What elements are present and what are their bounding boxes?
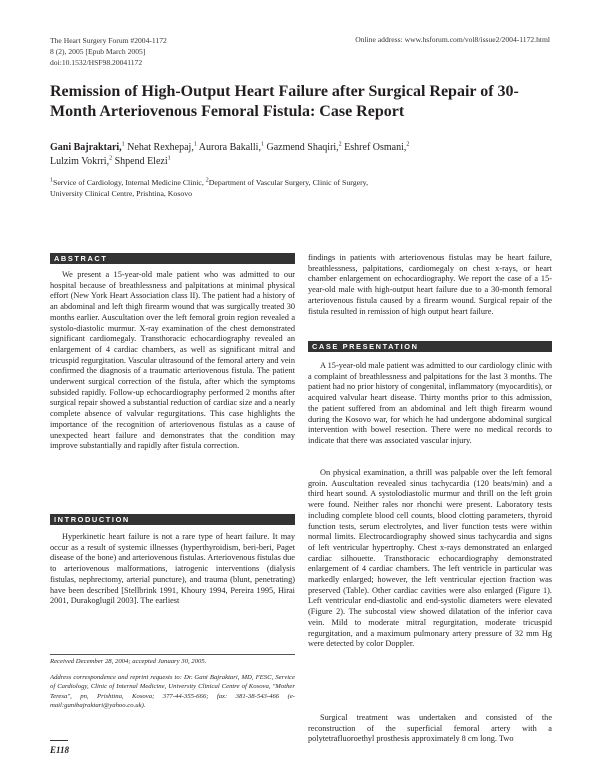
author-name: Gani Bajraktari, xyxy=(50,142,122,153)
author-name: Shpend Elezi xyxy=(112,156,168,167)
author-name: Aurora Bakalli, xyxy=(196,142,261,153)
author-name: Lulzim Vokrri, xyxy=(50,156,110,167)
author-line-1 xyxy=(50,141,550,155)
journal-citation xyxy=(50,35,167,68)
journal-line-1: The Heart Surgery Forum #2004-1172 xyxy=(50,36,167,45)
case-presentation-heading: CASE PRESENTATION xyxy=(308,341,552,352)
author-list xyxy=(50,141,550,169)
case-paragraph-2: On physical examination, a thrill was palpable over the left femoral groin. Auscultation revealed sinus tachycardia (120 beats/min) and a third heart sound. A systolodiastolic murmur and thrill on the left groin were found. Neither rales nor rhonchi were present. Laboratory tests including complete blood cell counts, blood clotting parameters, thyroid function tests, serum electrolytes, and liver function tests were within normal limits. Electrocardiography showed sinus tachycardia and signs of left ventricular hypertrophy. Chest x-rays demonstrated an enlarged cardiac silhouette. Transthoracic echocardiography demonstrated enlargement of 4 cardiac chambers. The left ventricle in particular was markedly enlarged; however, the left ventricular ejection fraction was preserved (Table). Other cardiac cavities were also enlarged (Figure 1). Left ventricular end-diastolic and end-systolic diameters were elevated (Figure 2). The subcostal view showed dilatation of the inferior cava vein. Mild to moderate mitral regurgitation, moderate tricuspid regurgitation, and a maximum pulmonary artery pressure of 32 mm Hg were detected by color Doppler. xyxy=(308,468,552,649)
affiliation-line-2: University Clinical Centre, Prishtina, Kosovo xyxy=(50,189,193,198)
author-affil-mark: 2 xyxy=(338,141,342,148)
author-name: Eshref Osmani, xyxy=(341,142,407,153)
author-name: Gazmend Shaqiri, xyxy=(263,142,339,153)
author-affil-mark: 1 xyxy=(167,155,171,162)
affiliation-line-1 xyxy=(50,177,550,188)
affiliation-text: Service of Cardiology, Internal Medicine Clinic, xyxy=(53,178,206,187)
abstract-heading: ABSTRACT xyxy=(50,253,295,264)
author-affil-mark: 2 xyxy=(109,155,113,162)
author-affil-mark: 1 xyxy=(121,141,125,148)
author-affil-mark: 1 xyxy=(260,141,264,148)
correspondence-note: Address correspondence and reprint requests to: Dr. Gani Bajraktari, MD, FESC, Service of Cardiology, Clinic of Internal Medicine, University Clinical Centre of Kosova, "Mother Teresa", pn, Prishtina, Kosova; 377-44-355-666; fax: 381-38-543-466 (e-mail:ganibajraktari@yahoo.co.uk). xyxy=(50,674,295,710)
article-title: Remission of High-Output Heart Failure after Surgical Repair of 30-Month Arteriovenous Femoral Fistula: Case Report xyxy=(50,83,519,120)
affil-mark: 2 xyxy=(205,177,209,184)
received-date: Received December 28, 2004; accepted January 30, 2005. xyxy=(50,658,207,665)
affiliations xyxy=(50,177,550,199)
page-number-rule xyxy=(50,740,68,741)
doi-line: doi:10.1532/HSF98.20041172 xyxy=(50,58,143,67)
page-number: E118 xyxy=(50,745,70,755)
journal-line-2: 8 (2), 2005 [Epub March 2005] xyxy=(50,47,146,56)
case-paragraph-1: A 15-year-old male patient was admitted to our cardiology clinic with a complaint of breathlessness and palpitations for the last 3 months. The patient had no prior history of congenital, inflammatory (myocarditis), or acquired valvular heart disease. Thirty months prior to this admission, the patient suffered from an abdominal and left thigh firearm wound during the Kosovo war, for which he had undergone abdominal surgical intervention with bowel resection. There were no medical records to indicate that there was associated vascular injury. xyxy=(308,361,552,445)
affil-mark: 1 xyxy=(50,177,53,184)
author-line-2 xyxy=(50,155,550,169)
case-paragraph-3: Surgical treatment was undertaken and consisted of the reconstruction of the superficial femoral artery with a polytetrafluoroethyl prosthesis approximately 8 cm long. Two xyxy=(308,713,552,744)
introduction-continued: findings in patients with arteriovenous fistulas may be heart failure, breathlessness, palpitations, cardiomegaly on chest x-rays, or heart chamber enlargement on echocardiography. We report the case of a 15-year-old male with high-output heart failure due to a 30-month femoral arteriovenous fistula caused by a firearm wound. Surgical repair of the fistula resulted in remission of high output heart failure. xyxy=(308,253,552,316)
author-name: Nehat Rexhepaj, xyxy=(124,142,194,153)
introduction-heading: INTRODUCTION xyxy=(50,514,295,525)
footnote-rule xyxy=(50,654,295,655)
affiliation-text: Department of Vascular Surgery, Clinic of Surgery, xyxy=(208,178,369,187)
online-address: Online address: www.hsforum.com/vol8/issue2/2004-1172.html xyxy=(355,35,550,44)
author-affil-mark: 1 xyxy=(193,141,197,148)
author-affil-mark: 2 xyxy=(406,141,410,148)
introduction-text: Hyperkinetic heart failure is not a rare type of heart failure. It may occur as a result of systemic illnesses (hyperthyroidism, beri-beri, Paget disease of the bone) and arteriovenous fistulas. Arteriovenous fistulas due to arteriovenous malformations, iatrogenic interventions (dialysis fistulas, nephrectomy, arterial puncture), and trauma (blunt, penetrating) have been described [Stellbrink 1991, Khoury 1994, Pereira 1995, Hirai 2001, Durakoglugil 2003]. The earliest xyxy=(50,532,295,606)
abstract-text: We present a 15-year-old male patient who was admitted to our hospital because of breathlessness and palpitations at minimal physical effort (New York Heart Association class II). The patient had a history of an abdominal and left thigh firearm wound that was surgically treated 30 months earlier. Auscultation over the left femoral groin region revealed a systolo-diastolic murmur. X-ray examination of the chest demonstrated significant cardiomegaly. Transthoracic echocardiography revealed an enlargement of 4 cardiac chambers, as well as significant mitral and tricuspid regurgitation. Vascular ultrasound of the femoral artery and vein confirmed the diagnosis of a traumatic arteriovenous fistula. The patient underwent surgical correction of the fistula, after which the symptoms subsided rapidly. Follow-up echocardiography performed 2 months after surgical repair showed a substantial reduction of cardiac size and a nearly complete absence of valvular regurgitations. This case highlights the importance of the recognition of arteriovenous fistulas as a cause of unexpected heart failure and demonstrates that the condition may improve substantially and rapidly after fistula correction. xyxy=(50,270,295,451)
